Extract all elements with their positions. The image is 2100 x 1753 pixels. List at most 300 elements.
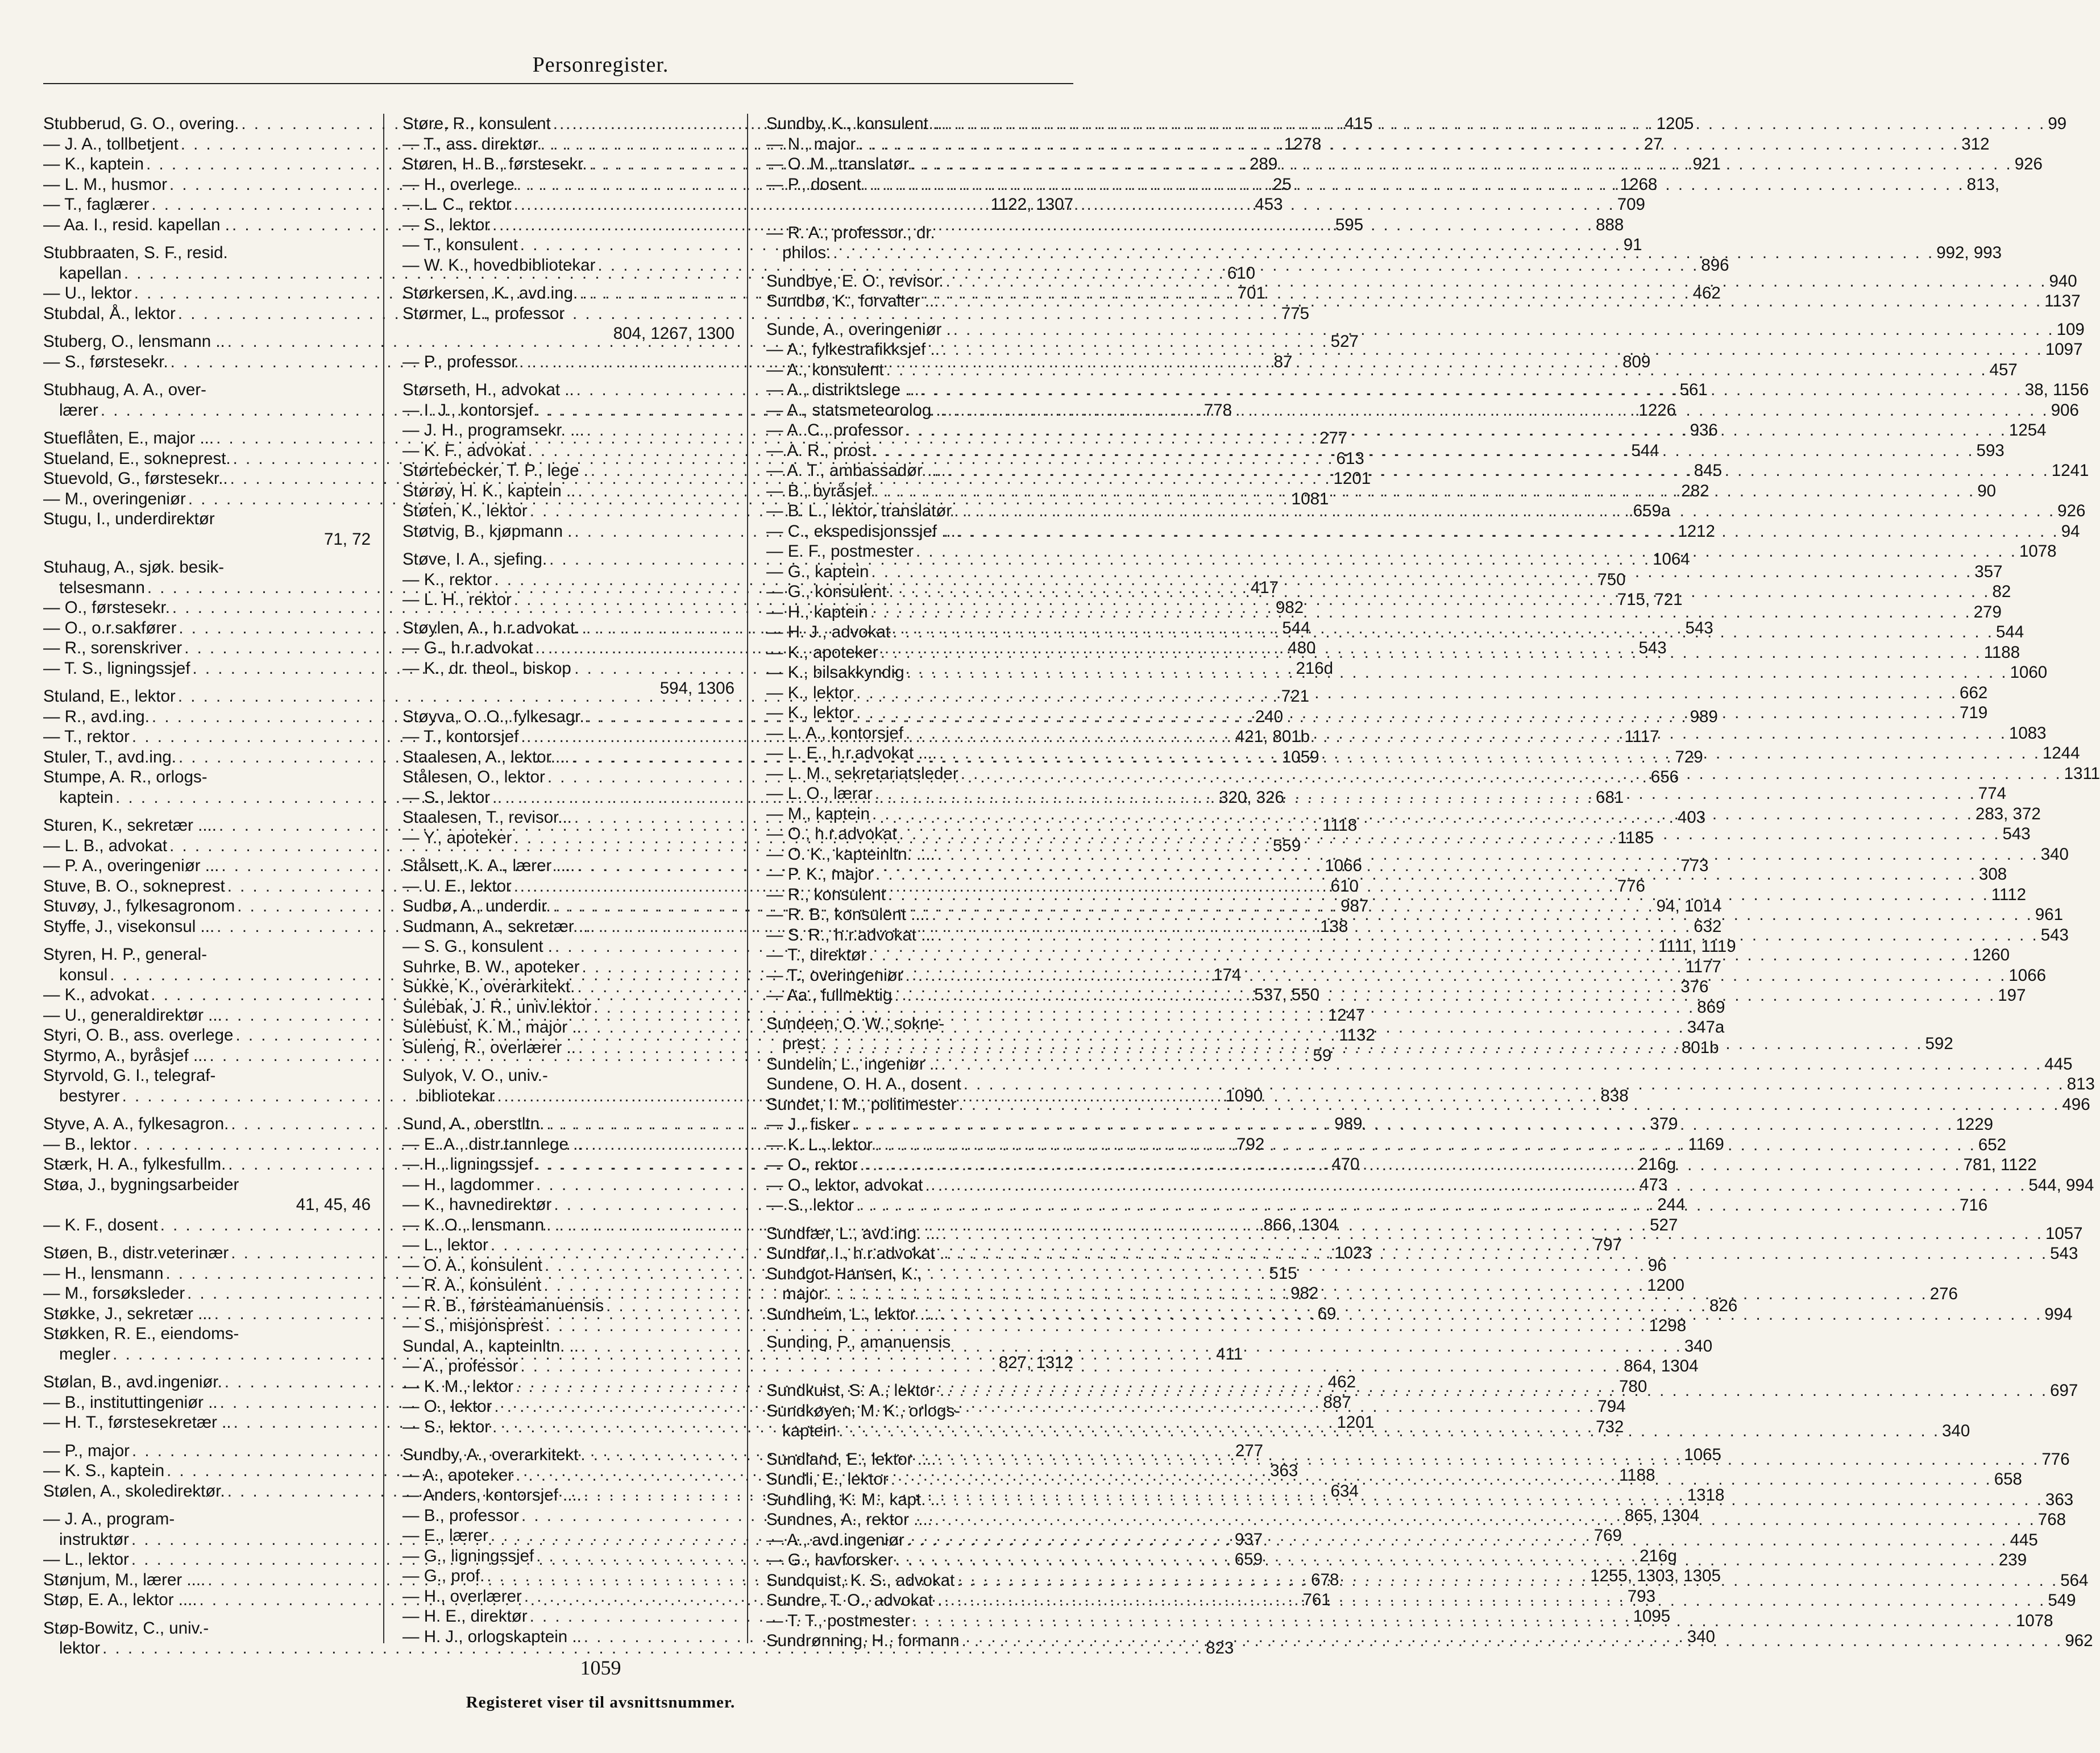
section-reference: 96 — [1647, 1255, 1667, 1275]
dot-leader — [938, 1449, 2039, 1470]
section-reference: 781, 1122 — [1963, 1155, 2037, 1174]
section-reference: 768 — [2037, 1510, 2066, 1529]
section-reference: 776 — [1617, 876, 1645, 896]
entry-name: — H. J., advokat — [766, 623, 891, 641]
entry-name: Støyva, O. O., fylkesagr. — [402, 707, 584, 726]
dot-leader — [899, 824, 2001, 844]
entry-name: philos. — [782, 243, 831, 262]
entry-name: — K., bilsakkyndig — [766, 663, 904, 682]
entry-name: Støylen, A., h.r.advokat. — [402, 618, 580, 637]
entry-name: — T., faglærer — [43, 195, 150, 214]
section-reference: 283, 372 — [1975, 804, 2041, 823]
section-reference: 1260 — [1972, 946, 2010, 964]
entry-name: Suhrke, B. W., apoteker — [402, 957, 580, 976]
section-reference: 457 — [1989, 360, 2018, 379]
dot-leader — [944, 1590, 2045, 1611]
section-reference: 109 — [2056, 320, 2085, 339]
entry-name: — T., overingeniør — [766, 965, 903, 985]
dot-leader — [947, 1244, 2048, 1264]
entry-name: — T., rektor — [43, 727, 130, 746]
section-reference: 308 — [1978, 865, 2007, 884]
entry-name: — K., lektor — [766, 703, 854, 722]
section-reference: 543 — [2050, 1244, 2078, 1263]
entry-name: Stuhaug, A., sjøk. besik- — [43, 558, 225, 577]
entry-line — [43, 380, 371, 400]
dot-leader — [889, 582, 1990, 602]
section-reference: 515 — [1269, 1263, 1297, 1283]
entry-line — [43, 529, 371, 550]
entry-name: — A. T., ambassadør .... — [766, 461, 946, 480]
section-reference: 544 — [1995, 623, 2024, 641]
entry-name: — R., avd.ing. — [43, 707, 150, 726]
section-reference: 216g — [1640, 1546, 1677, 1565]
entry-name: — O. K., kapteinltn. .... — [766, 844, 935, 864]
section-reference: 794 — [1597, 1397, 1626, 1416]
entry-name: — K., kaptein — [43, 155, 144, 173]
section-reference: 1241 — [2051, 461, 2089, 480]
entry-name: — H. T., førstesekretær .. — [43, 1413, 231, 1432]
entry-name: — O., lektor — [402, 1397, 492, 1416]
entry-name: — R., konsulent — [766, 885, 886, 904]
entry-name: Sundli, E., lektor — [766, 1470, 889, 1489]
section-reference: 312 — [1961, 134, 1990, 154]
section-reference: 1244 — [2042, 744, 2080, 762]
entry-name: — I. J., kontorsjef — [402, 400, 533, 420]
section-reference: 921 — [1692, 155, 1721, 173]
entry-name: Styri, O. B., ass. overlege — [43, 1026, 234, 1045]
entry-name: Stubbraaten, S. F., resid. — [43, 243, 228, 262]
entry-name: — T., ass. direktør — [402, 134, 538, 154]
entry-name: Stubberud, G. O., overing. — [43, 114, 239, 133]
section-reference: 659a — [1633, 502, 1671, 520]
entry-name: Staalesen, T., revisor... — [402, 808, 572, 827]
section-reference: 1278 — [1284, 134, 1322, 154]
entry-name: Støve, I. A., sjefing. — [402, 550, 547, 569]
section-reference: 906 — [2051, 400, 2079, 420]
section-reference: 1090 — [1225, 1086, 1263, 1105]
dot-leader — [872, 804, 1973, 824]
dot-leader — [874, 481, 1975, 502]
section-reference: 866, 1304 — [1263, 1215, 1338, 1234]
footer-note: Registeret viser til avsnittsnummer. — [466, 1693, 736, 1711]
entry-line — [43, 1618, 371, 1639]
entry-name: — M., forsøksleder — [43, 1284, 185, 1303]
entry-name: — C., ekspedisjonssjef ... — [766, 521, 956, 541]
entry-line — [43, 509, 371, 529]
entry-name: Stålesen, O., lektor — [402, 768, 545, 786]
dot-leader — [925, 1175, 2026, 1196]
section-reference: 1065 — [1684, 1445, 1721, 1464]
dot-leader — [964, 1074, 2065, 1095]
section-reference: 376 — [1680, 977, 1709, 996]
entry-name: kaptein — [59, 788, 114, 807]
section-reference: 1060 — [2010, 663, 2048, 682]
entry-name: — T., konsulent — [402, 235, 518, 254]
section-reference: 1298 — [1649, 1316, 1687, 1335]
entry-name: Stubdal, Å., lektor — [43, 304, 176, 323]
entry-name: Sundet, I. M., politimester — [766, 1095, 957, 1114]
register-entry — [402, 304, 734, 344]
section-reference: 543 — [1638, 639, 1667, 657]
entry-name: — K., apoteker — [766, 643, 878, 662]
section-reference: 379 — [1650, 1114, 1678, 1133]
section-reference: 90 — [1977, 481, 1997, 500]
section-reference: 813, — [1966, 175, 2000, 194]
entry-name: — A., statsmeteorolog .. — [766, 400, 945, 420]
entry-name: — J. H., programsekr. ... — [402, 421, 584, 440]
section-reference: 632 — [1694, 917, 1722, 936]
section-reference: 480 — [1288, 639, 1316, 657]
entry-name: Sundquist, K. S., advokat — [766, 1570, 955, 1590]
section-reference: 773 — [1680, 856, 1709, 875]
section-reference: 276 — [1929, 1284, 1958, 1303]
section-reference: 197 — [1998, 986, 2026, 1005]
entry-name: Støkke, J., sekretær ... — [43, 1304, 212, 1323]
dot-leader — [907, 1530, 2008, 1551]
section-reference: 1059 — [1281, 747, 1319, 766]
section-reference: 1255, 1303, 1305 — [1590, 1566, 1721, 1585]
entry-name: — B. L., lektor, translatør — [766, 502, 952, 520]
section-reference: 719 — [1960, 703, 1988, 722]
entry-name: — P., major — [43, 1441, 130, 1460]
section-reference: 610 — [1330, 876, 1359, 896]
entry-name: — E. F., postmester — [766, 542, 914, 561]
section-reference: 363 — [1270, 1461, 1298, 1480]
entry-name: prest — [782, 1034, 820, 1053]
section-reference: 277 — [1235, 1441, 1264, 1460]
entry-name: — N., major — [766, 134, 856, 154]
section-reference: 658 — [1994, 1470, 2022, 1489]
entry-name: Størkersen, K., avd.ing. . — [402, 284, 587, 302]
entry-name: Stuvøy, J., fylkesagronom — [43, 897, 235, 915]
entry-line — [766, 1074, 2095, 1095]
section-reference: 544 — [1631, 441, 1659, 460]
register-columns — [43, 114, 2100, 1657]
section-reference: 961 — [2035, 905, 2064, 924]
section-reference: 363 — [2045, 1490, 2074, 1509]
section-reference: 896 — [1701, 255, 1729, 275]
section-reference: 592 — [1925, 1034, 1953, 1053]
entry-name: — L. B., advokat — [43, 836, 168, 855]
section-reference: 793 — [1627, 1586, 1655, 1606]
dot-leader — [858, 134, 1959, 155]
entry-name: — S., lektor — [766, 1196, 854, 1215]
entry-name: Støen, B., distr.veterinær — [43, 1244, 229, 1262]
dot-leader — [954, 501, 2055, 521]
dot-leader — [937, 844, 2039, 865]
register-entry — [766, 320, 2085, 340]
section-reference: 87 — [1273, 352, 1293, 371]
section-reference: 823 — [1206, 1639, 1234, 1657]
section-reference: 992, 993 — [1936, 243, 2002, 262]
section-reference: 1254 — [2008, 421, 2047, 440]
section-reference: 865, 1304 — [1624, 1506, 1700, 1525]
dot-leader — [873, 441, 1974, 461]
dot-leader — [961, 1631, 2062, 1651]
section-reference: 320, 326 — [1219, 788, 1284, 807]
section-reference: 417 — [1250, 578, 1279, 597]
dot-leader — [886, 360, 1987, 380]
section-reference: 347a — [1687, 1018, 1725, 1037]
section-reference: 1247 — [1327, 1005, 1366, 1025]
entry-line — [766, 1353, 1073, 1373]
dot-leader — [941, 1054, 2042, 1075]
dot-leader — [869, 945, 1970, 965]
entry-name: Sundland, E., lektor .... — [766, 1449, 936, 1469]
section-reference: 797 — [1593, 1236, 1622, 1254]
dot-leader — [935, 1510, 2036, 1530]
entry-name: Sundkøyen, M. K., orlogs- — [766, 1401, 961, 1420]
entry-name: Sukke, K., overarkitekt. — [402, 977, 575, 996]
section-reference: 634 — [1330, 1481, 1359, 1501]
entry-line — [766, 320, 2085, 340]
dot-leader — [891, 1469, 1992, 1490]
section-reference: 652 — [1978, 1135, 2007, 1154]
section-reference: 732 — [1596, 1417, 1624, 1436]
dot-leader — [875, 864, 1977, 885]
entry-name: Sunde, A., overingeniør . — [766, 320, 951, 339]
entry-name: — K. S., kaptein — [43, 1461, 165, 1480]
entry-name: — L. C., rektor — [402, 195, 512, 214]
entry-name: — S. G., konsulent . — [402, 937, 553, 956]
entry-name: — M., overingeniør — [43, 489, 186, 508]
entry-name: Sundfær, L., avd.ing. ... — [766, 1224, 940, 1243]
section-reference: 887 — [1323, 1393, 1351, 1412]
section-reference: 564 — [2060, 1570, 2089, 1590]
entry-name: — G., havforsker — [766, 1551, 893, 1569]
dot-leader — [911, 154, 2012, 175]
entry-name: — H., kaptein — [766, 602, 868, 621]
entry-name: — L. M., husmor — [43, 175, 168, 194]
entry-name: — P. K., major — [766, 865, 873, 884]
section-reference: 1200 — [1647, 1276, 1684, 1295]
section-reference: 613 — [1336, 449, 1364, 468]
entry-name: — S. R., h.r.advokat ... — [766, 925, 935, 944]
section-reference: 809 — [1622, 352, 1651, 371]
entry-name: Stubhaug, A. A., over- — [43, 380, 206, 399]
section-reference: 994 — [2044, 1304, 2073, 1324]
entry-name: — G., ligningssjef — [402, 1546, 534, 1565]
section-reference: 1078 — [2015, 1611, 2053, 1630]
entry-name: — K. M., lektor — [402, 1377, 514, 1396]
entry-name: — G., kaptein — [766, 562, 869, 581]
section-reference: 41, 45, 46 — [296, 1195, 371, 1214]
entry-name: — B., byråsjef — [766, 481, 872, 500]
dot-leader — [946, 271, 2047, 292]
entry-name: — T., direktør — [766, 946, 867, 964]
entry-name: — S., lektor — [402, 788, 491, 807]
dot-leader — [941, 1304, 2042, 1325]
dot-leader — [947, 1381, 2048, 1401]
section-reference: 357 — [1974, 562, 2003, 581]
section-reference: 340 — [1684, 1336, 1713, 1356]
dot-leader — [894, 985, 1995, 1006]
entry-name: Stueflåten, E., major ... — [43, 429, 214, 447]
entry-name: — S., lektor — [402, 215, 491, 234]
section-reference: 1201 — [1337, 1413, 1375, 1432]
section-reference: 470 — [1331, 1155, 1360, 1174]
entry-name: Sulebak, J. R., univ.lektor — [402, 997, 592, 1017]
section-reference: 537, 550 — [1254, 985, 1320, 1004]
entry-name: Sundelin, L., ingeniør .. — [766, 1054, 939, 1074]
entry-name: Sundnes, A., rektor .... — [766, 1510, 932, 1529]
section-reference: 94, 1014 — [1656, 897, 1722, 915]
entry-name: — K. O., lensmann — [402, 1215, 545, 1234]
entry-name: Størseth, H., advokat .. — [402, 380, 574, 399]
section-reference: 926 — [2014, 155, 2043, 173]
entry-name: Sundal, A., kapteinltn. .. — [402, 1336, 579, 1356]
entry-name: — G., h.r.advokat — [402, 639, 533, 657]
entry-name: — G., prof. — [402, 1566, 485, 1585]
section-reference: 593 — [1976, 441, 2004, 460]
dot-leader — [581, 1336, 1682, 1357]
entry-name: — T., kontorsjef — [402, 727, 519, 746]
entry-name: Stuve, B. O., sokneprest — [43, 876, 225, 896]
entry-name: — H., overlege — [402, 175, 514, 194]
entry-line — [402, 304, 734, 324]
entry-line — [766, 194, 1073, 215]
section-reference: 845 — [1694, 461, 1723, 480]
entry-name: — K., havnedirektør — [402, 1195, 552, 1214]
section-reference: 982 — [1290, 1284, 1319, 1303]
section-reference: 1212 — [1678, 521, 1715, 541]
section-reference: 827, 1312 — [998, 1353, 1073, 1372]
entry-name: — W. K., hovedbibliotekar — [402, 255, 596, 275]
section-reference: 888 — [1596, 215, 1624, 234]
section-reference: 1122, 1307 — [990, 195, 1073, 214]
section-reference: 804, 1267, 1300 — [613, 324, 734, 343]
section-reference: 25 — [1272, 175, 1292, 194]
entry-name: — H. J., orlogskaptein .. — [402, 1627, 582, 1646]
section-reference: 543 — [1685, 618, 1713, 637]
entry-name: Stugu, I., underdirektør — [43, 509, 215, 528]
dot-leader — [922, 380, 2023, 400]
section-reference: 473 — [1640, 1175, 1668, 1194]
entry-name: Stuevold, G., førstesekr.. — [43, 469, 228, 488]
section-reference: 595 — [1335, 215, 1364, 234]
section-reference: 1117 — [1624, 727, 1659, 746]
section-reference: 1118 — [1322, 816, 1358, 835]
entry-name: — T. S., ligningssjef — [43, 658, 190, 678]
dot-leader — [958, 521, 2059, 542]
entry-name: — R. A., professor., dr. — [766, 223, 935, 242]
entry-name: Størtebecker, T. P., lege . — [402, 461, 588, 480]
register-entry — [43, 509, 371, 549]
register-entry — [402, 1316, 1687, 1336]
section-reference: 1066 — [2008, 965, 2047, 985]
entry-name: — A. R., prost — [766, 441, 871, 460]
entry-name: — H., lensmann — [43, 1263, 164, 1283]
dot-leader — [895, 1550, 1997, 1570]
section-reference: 216g — [1638, 1155, 1676, 1174]
section-reference: 838 — [1600, 1086, 1629, 1105]
entry-name: major — [782, 1284, 824, 1303]
entry-name: — L. M., sekretariatsleder — [766, 764, 958, 783]
section-reference: 1083 — [2008, 723, 2047, 743]
section-reference: 1268 — [1620, 175, 1658, 194]
dot-leader — [942, 1490, 2043, 1510]
section-reference: 987 — [1340, 897, 1369, 915]
section-reference: 937 — [1234, 1530, 1263, 1549]
entry-name: Sulyok, V. O., univ.- — [402, 1066, 548, 1085]
dot-leader — [906, 723, 2007, 744]
entry-name: — O., lektor, advokat — [766, 1175, 923, 1195]
entry-name: — B., lektor — [43, 1134, 131, 1154]
entry-name: megler — [59, 1344, 111, 1364]
section-reference: 69 — [1317, 1304, 1337, 1323]
section-reference: 94 — [2061, 521, 2080, 541]
entry-name: — B., instituttingeniør .. — [43, 1393, 218, 1412]
section-reference: 681 — [1596, 788, 1624, 807]
dot-leader — [906, 420, 2007, 441]
section-reference: 926 — [2057, 502, 2086, 520]
entry-name: Støren, H. B., førstesekr. — [402, 155, 587, 173]
section-reference: 340 — [1687, 1627, 1715, 1646]
dot-leader — [905, 965, 2006, 986]
entry-name: — U., lektor — [43, 284, 132, 302]
entry-name: Sudmann, A., sekretær .. — [402, 917, 588, 936]
dot-leader — [875, 784, 1976, 804]
entry-name: — K. F., advokat — [402, 441, 526, 460]
section-reference: 801b — [1681, 1038, 1719, 1057]
entry-name: Størmer, L., professor — [402, 304, 565, 323]
entry-name: — E., lærer — [402, 1526, 488, 1545]
section-reference: 1112 — [1991, 885, 2027, 904]
dot-leader — [961, 764, 2062, 784]
entry-name: Sundby, K., konsulent .. — [766, 114, 943, 133]
dot-leader — [944, 114, 2045, 134]
dot-leader — [871, 562, 1972, 582]
entry-name: Stærk, H. A., fylkesfullm. — [43, 1155, 226, 1174]
entry-name: Sundeen, O. W., sokne- — [766, 1014, 945, 1033]
entry-name: — H., lagdommer — [402, 1175, 534, 1194]
section-reference: 1078 — [2019, 542, 2057, 561]
section-reference: 656 — [1650, 768, 1679, 786]
section-reference: 869 — [1697, 997, 1725, 1017]
entry-name: — S., misjonsprest — [402, 1316, 543, 1335]
dot-leader — [875, 1135, 1976, 1155]
entry-line — [43, 1509, 371, 1530]
entry-name: Sundling, K. M., kapt. .. — [766, 1490, 940, 1509]
entry-name: — O., førstesekr. — [43, 598, 170, 617]
section-reference: 662 — [1960, 683, 1988, 702]
entry-name: Sundkuist, S. A., lektor . — [766, 1381, 945, 1400]
entry-name: — J., fisker — [766, 1115, 850, 1134]
dot-leader — [839, 1421, 1940, 1441]
section-reference: 761 — [1302, 1590, 1331, 1609]
dot-leader — [957, 1570, 2058, 1591]
entry-name: — R., sorenskriver — [43, 639, 182, 657]
entry-name: Støten, K., lektor — [402, 502, 528, 520]
section-reference: 1064 — [1653, 550, 1690, 569]
section-reference: 559 — [1273, 836, 1301, 855]
section-reference: 240 — [1255, 707, 1284, 726]
entry-line — [402, 1066, 734, 1086]
dot-leader — [864, 175, 1965, 195]
section-reference: 496 — [2062, 1095, 2090, 1114]
section-reference: 1177 — [1685, 957, 1721, 976]
entry-name: — U. E., lektor — [402, 876, 512, 896]
entry-line — [402, 1316, 1687, 1336]
dot-leader — [888, 885, 1989, 905]
entry-name: Sundheim, L., lektor .... — [766, 1304, 939, 1324]
dot-leader — [916, 541, 2017, 562]
section-reference: 1111, 1119 — [1658, 937, 1736, 956]
section-reference: 543 — [2002, 824, 2031, 843]
entry-name: Sundgot-Hansen, K., — [766, 1264, 922, 1283]
register-entry — [766, 1332, 1073, 1373]
entry-name: Styffe, J., visekonsul ... — [43, 917, 215, 936]
